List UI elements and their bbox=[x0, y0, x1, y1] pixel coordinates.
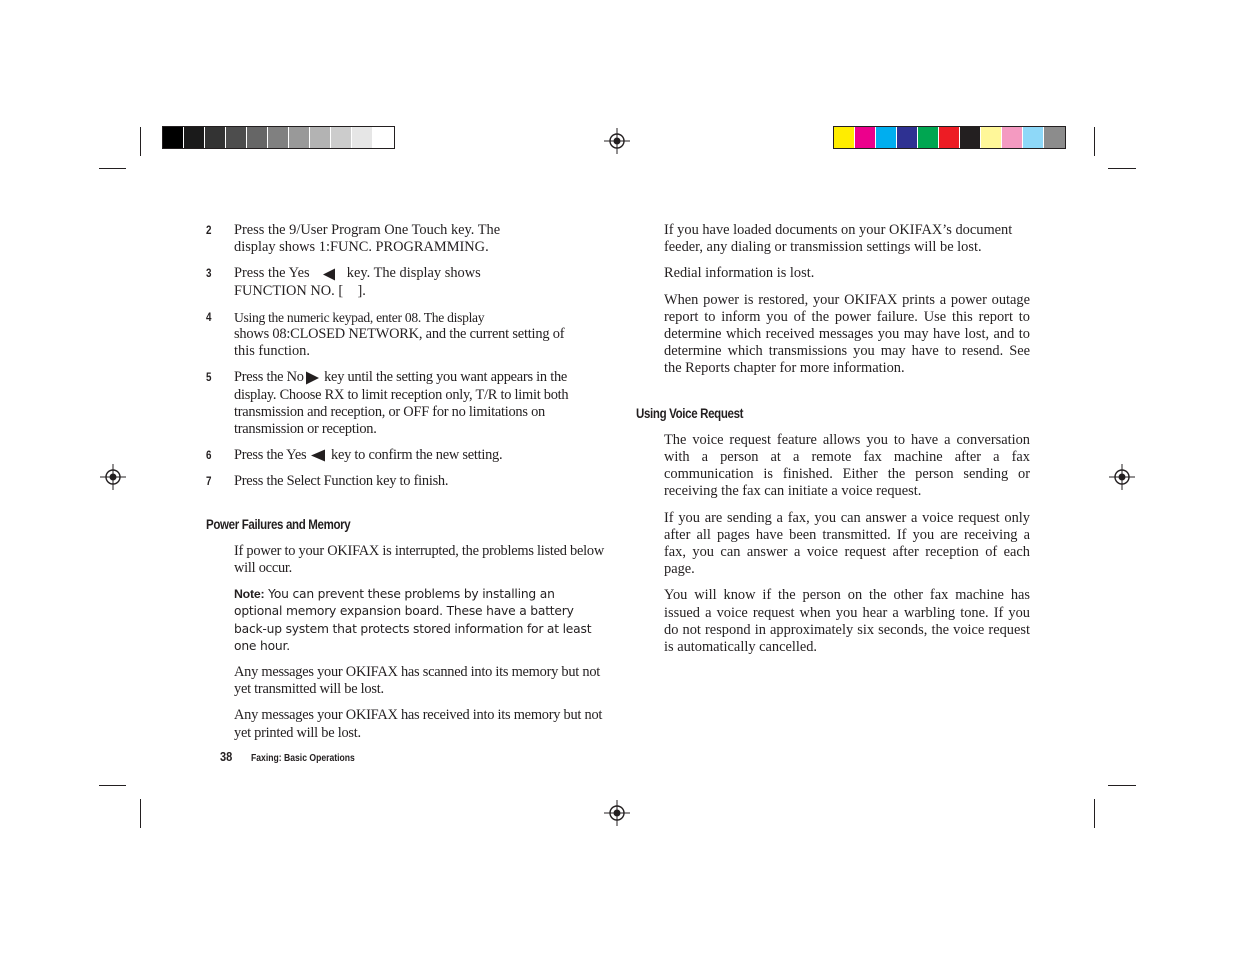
yes-arrow-left-icon bbox=[310, 449, 328, 462]
step-3 bbox=[206, 265, 606, 299]
section-heading-voice-request: Using Voice Request bbox=[636, 405, 744, 421]
color-swatch bbox=[310, 127, 331, 148]
color-swatch bbox=[834, 127, 855, 148]
step-text: Press the Yes bbox=[234, 447, 307, 464]
step-text: key. The display shows bbox=[346, 265, 481, 282]
crop-mark-top-left-horizontal bbox=[99, 168, 126, 169]
grayscale-color-bar bbox=[162, 126, 395, 149]
crop-mark-bottom-left-horizontal bbox=[99, 785, 126, 786]
step-text-line: shows 08:CLOSED NETWORK, and the current setting of bbox=[234, 326, 565, 343]
paragraph: Any messages your OKIFAX has received into its memory but not yet printed will be lost. bbox=[234, 707, 603, 741]
paragraph: If you have loaded documents on your OKIFAX’s document feeder, any dialing or transmission settings will be lost. bbox=[664, 222, 1013, 256]
step-7 bbox=[206, 473, 606, 490]
page-number: 38 bbox=[220, 749, 233, 764]
color-swatch bbox=[268, 127, 289, 148]
step-number: 3 bbox=[206, 266, 212, 281]
crop-mark-top-left-vertical bbox=[140, 127, 141, 156]
note-text: You can prevent these problems by installing an optional memory expansion board. These have a battery back-up system that protects stored information for at least one hour. bbox=[234, 587, 592, 653]
color-swatch bbox=[352, 127, 373, 148]
color-swatch bbox=[960, 127, 981, 148]
color-swatch bbox=[939, 127, 960, 148]
step-text: key until the setting you want appears in the bbox=[324, 369, 568, 386]
color-swatch bbox=[247, 127, 268, 148]
color-swatch bbox=[981, 127, 1002, 148]
registration-mark-left-icon bbox=[100, 464, 126, 490]
color-swatch bbox=[373, 127, 394, 148]
color-swatch bbox=[1002, 127, 1023, 148]
color-swatch bbox=[855, 127, 876, 148]
step-text-line: FUNCTION NO. [ ]. bbox=[234, 282, 366, 299]
paragraph: If power to your OKIFAX is interrupted, the problems listed below will occur. bbox=[234, 542, 604, 577]
right-column bbox=[636, 222, 1036, 665]
color-swatch bbox=[1044, 127, 1065, 148]
step-text: key to confirm the new setting. bbox=[331, 447, 503, 464]
step-number: 2 bbox=[206, 223, 212, 237]
step-text: Press the Yes bbox=[234, 265, 310, 282]
yes-arrow-left-icon bbox=[313, 268, 343, 281]
color-swatch bbox=[205, 127, 226, 148]
process-color-bar bbox=[833, 126, 1066, 149]
step-2 bbox=[206, 222, 606, 256]
step-text-line: Press the 9/User Program One Touch key. The bbox=[234, 222, 501, 238]
crop-mark-bottom-right-vertical bbox=[1094, 799, 1095, 828]
crop-mark-top-right-horizontal bbox=[1108, 168, 1136, 169]
step-6 bbox=[206, 447, 606, 464]
step-text: Press the No bbox=[234, 369, 304, 386]
no-arrow-right-icon bbox=[304, 371, 321, 385]
step-text: Press the Select Function key to finish. bbox=[234, 473, 449, 490]
running-footer-section: Faxing: Basic Operations bbox=[251, 752, 355, 764]
step-text-line: display shows 1:FUNC. PROGRAMMING. bbox=[234, 239, 489, 256]
color-swatch bbox=[289, 127, 310, 148]
registration-mark-right-icon bbox=[1109, 464, 1135, 490]
crop-mark-top-right-vertical bbox=[1094, 127, 1095, 156]
paragraph: The voice request feature allows you to have a conversation with a person at a remote fax machine after a fax communication is finished. Either the person sending or receiving the fax can initiate a voice request. bbox=[664, 431, 1030, 500]
step-4 bbox=[206, 309, 606, 361]
color-swatch bbox=[184, 127, 205, 148]
note bbox=[234, 586, 606, 655]
color-swatch bbox=[897, 127, 918, 148]
paragraph: Redial information is lost. bbox=[664, 265, 815, 282]
registration-mark-bottom-icon bbox=[604, 800, 630, 826]
step-text-line: this function. bbox=[234, 343, 310, 360]
color-swatch bbox=[226, 127, 247, 148]
step-number: 4 bbox=[206, 309, 212, 324]
step-5 bbox=[206, 369, 606, 438]
color-swatch bbox=[1023, 127, 1044, 148]
color-swatch bbox=[163, 127, 184, 148]
step-number: 6 bbox=[206, 448, 212, 463]
color-swatch bbox=[331, 127, 352, 148]
step-number: 5 bbox=[206, 370, 212, 385]
paragraph: When power is restored, your OKIFAX prints a power outage report to inform you of the power failure. Use this report to determine which received messages you may have lost, and to determine which transmissions you may have to resend. See the Reports chapter for more information. bbox=[664, 291, 1030, 377]
color-swatch bbox=[918, 127, 939, 148]
crop-mark-bottom-right-horizontal bbox=[1108, 785, 1136, 786]
note-label: Note: bbox=[234, 587, 265, 602]
color-swatch bbox=[876, 127, 897, 148]
step-number: 7 bbox=[206, 474, 212, 489]
paragraph: You will know if the person on the other fax machine has issued a voice request when you hear a warbling tone. If you do not respond in approximately six seconds, the voice request is automatically cancelled. bbox=[664, 587, 1030, 656]
step-text: display. Choose RX to limit reception only, T/R to limit both transmission and reception, or OFF for no limitations on transmission or reception. bbox=[234, 386, 569, 438]
paragraph: Any messages your OKIFAX has scanned into its memory but not yet transmitted will be lost. bbox=[234, 664, 601, 698]
crop-mark-bottom-left-vertical bbox=[140, 799, 141, 828]
paragraph: If you are sending a fax, you can answer a voice request only after all pages have been transmitted. If you are receiving a fax, you can answer a voice request after reception of each page. bbox=[664, 509, 1030, 578]
left-column bbox=[206, 222, 606, 751]
section-heading-power-failures: Power Failures and Memory bbox=[206, 516, 351, 532]
registration-mark-top-icon bbox=[604, 128, 630, 154]
step-text-line: Using the numeric keypad, enter 08. The display bbox=[234, 309, 485, 325]
